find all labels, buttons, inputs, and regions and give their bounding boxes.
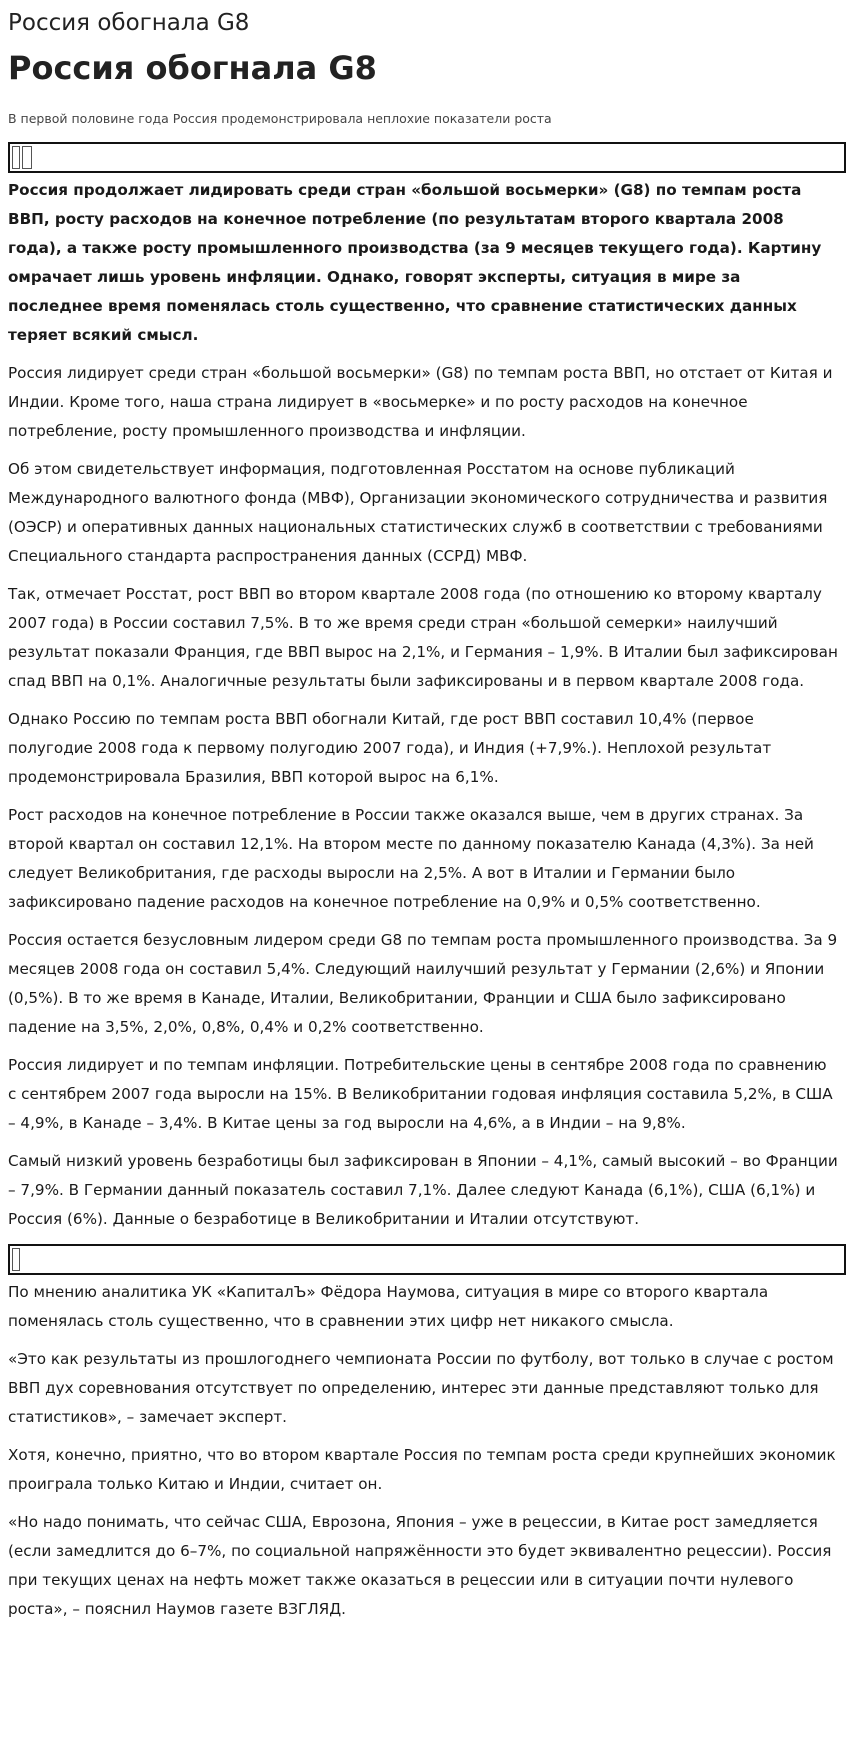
article-paragraph: Рост расходов на конечное потребление в России также оказался выше, чем в других странах. За второй квартал он составил 12,1%. На втором месте по данному показателю Канада (4,3%). За ней следует Великобритания, где расходы выросли на 2,5%. А вот в Италии и Германии было зафиксировано падение расходов на конечное потребление на 0,9% и 0,5% соответственно. [8, 806, 814, 911]
article-paragraph: «Это как результаты из прошлогоднего чемпионата России по футболу, вот только в случае с ростом ВВП дух соревнования отсутствует по определению, интерес эти данные представляют только для статистиков», – замечает эксперт. [8, 1350, 834, 1426]
document-title: Россия обогнала G8 [8, 10, 250, 36]
broken-image-icon [22, 146, 32, 169]
article-paragraph: Однако Россию по темпам роста ВВП обогнали Китай, где рост ВВП составил 10,4% (первое полугодие 2008 года к первому полугодию 2007 года), и Индия (+7,9%.). Неплохой результат продемонстрировала Бразилия, ВВП которой вырос на 6,1%. [8, 710, 772, 786]
article-paragraph: Об этом свидетельствует информация, подготовленная Росстатом на основе публикаций Международного валютного фонда (МВФ), Организации экономического сотрудничества и развития (ОЭСР) и оперативных данных национальных статистических служб в соответствии с требованиями Специального стандарта распространения данных (ССРД) МВФ. [8, 460, 828, 565]
article-paragraph: Хотя, конечно, приятно, что во втором квартале Россия по темпам роста среди крупнейших экономик проиграла только Китаю и Индии, считает он. [8, 1446, 836, 1493]
article-subtitle: В первой половине года Россия продемонстрировала неплохие показатели роста [8, 111, 552, 126]
image-frame-top [8, 142, 846, 173]
article-paragraph: «Но надо понимать, что сейчас США, Еврозона, Япония – уже в рецессии, в Китае рост замедляется (если замедлится до 6–7%, по социальной напряжённости это будет эквивалентно рецессии). Россия при текущих ценах на нефть может также оказаться в рецессии или в ситуации почти нулевого роста», – пояснил Наумов газете ВЗГЛЯД. [8, 1513, 832, 1618]
article-paragraph: Самый низкий уровень безработицы был зафиксирован в Японии – 4,1%, самый высокий – во Франции – 7,9%. В Германии данный показатель составил 7,1%. Далее следуют Канада (6,1%), США (6,1%) и Россия (6%). Данные о безработице в Великобритании и Италии отсутствуют. [8, 1152, 838, 1228]
article-lead: Россия продолжает лидировать среди стран «большой восьмерки» (G8) по темпам роста ВВП, росту расходов на конечное потребление (по результатам второго квартала 2008 года), а также росту промышленного производства (за 9 месяцев текущего года). Картину омрачает лишь уровень инфляции. Однако, говорят эксперты, ситуация в мире за последнее время поменялась столь существенно, что сравнение статистических данных теряет всякий смысл. [8, 181, 822, 344]
broken-image-icon [12, 1248, 20, 1271]
article-paragraph: Россия остается безусловным лидером среди G8 по темпам роста промышленного производства. За 9 месяцев 2008 года он составил 5,4%. Следующий наилучший результат у Германии (2,6%) и Японии (0,5%). В то же время в Канаде, Италии, Великобритании, Франции и США было зафиксировано падение на 3,5%, 2,0%, 0,8%, 0,4% и 0,2% соответственно. [8, 931, 838, 1036]
image-frame-middle [8, 1244, 846, 1275]
article-paragraph: Россия лидирует среди стран «большой восьмерки» (G8) по темпам роста ВВП, но отстает от Китая и Индии. Кроме того, наша страна лидирует в «восьмерке» и по росту расходов на конечное потребление, росту промышленного производства и инфляции. [8, 364, 833, 440]
article-paragraph: Так, отмечает Росстат, рост ВВП во втором квартале 2008 года (по отношению ко второму кварталу 2007 года) в России составил 7,5%. В то же время среди стран «большой семерки» наилучший результат показали Франция, где ВВП вырос на 2,1%, и Германия – 1,9%. В Италии был зафиксирован спад ВВП на 0,1%. Аналогичные результаты были зафиксированы и в первом квартале 2008 года. [8, 585, 838, 690]
article-paragraph: По мнению аналитика УК «КапиталЪ» Фёдора Наумова, ситуация в мире со второго квартала поменялась столь существенно, что в сравнении этих цифр нет никакого смысла. [8, 1283, 769, 1330]
broken-image-icon [12, 146, 20, 169]
article-paragraph: Россия лидирует и по темпам инфляции. Потребительские цены в сентябре 2008 года по сравнению с сентябрем 2007 года выросли на 15%. В Великобритании годовая инфляция составила 5,2%, в США – 4,9%, в Канаде – 3,4%. В Китае цены за год выросли на 4,6%, а в Индии – на 9,8%. [8, 1056, 833, 1132]
article-headline: Россия обогнала G8 [8, 49, 377, 87]
